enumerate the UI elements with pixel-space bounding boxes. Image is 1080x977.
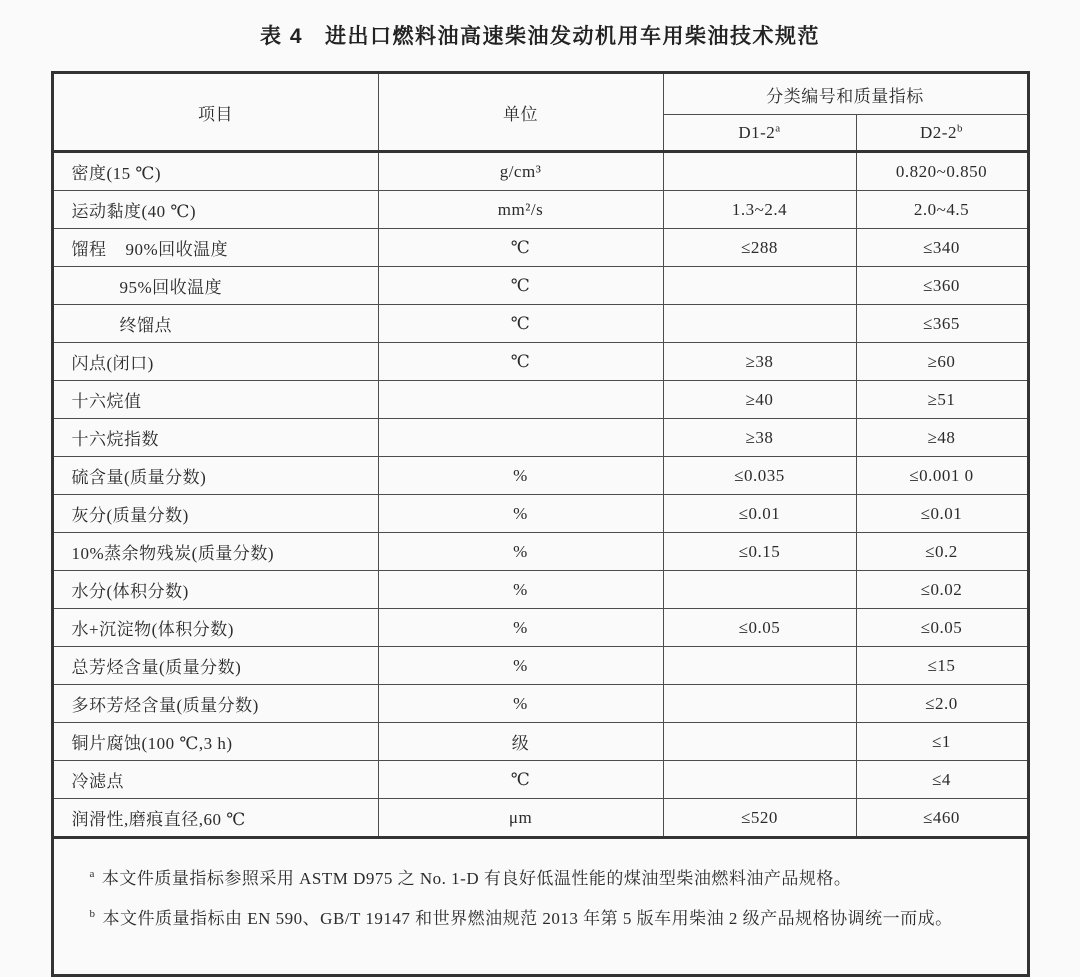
footnote-a	[90, 864, 1017, 889]
footnote-row	[52, 838, 1028, 976]
table-row	[52, 152, 1028, 191]
cell-unit: %	[378, 647, 663, 685]
table-row	[52, 799, 1028, 838]
table-row	[52, 381, 1028, 419]
cell-d2: ≥48	[856, 419, 1028, 457]
cell-item: 硫含量(质量分数)	[52, 457, 378, 495]
footnote-a-text: 本文件质量指标参照采用 ASTM D975 之 No. 1-D 有良好低温性能的煤油型柴油燃料油产品规格。	[101, 869, 852, 888]
cell-item: 10%蒸余物残炭(质量分数)	[52, 533, 378, 571]
cell-unit: 级	[378, 723, 663, 761]
table-row	[52, 571, 1028, 609]
cell-item: 十六烷指数	[52, 419, 378, 457]
column-header-d1-2	[663, 115, 856, 152]
column-header-d2-2-superscript: b	[956, 121, 963, 134]
cell-d1	[663, 761, 856, 799]
column-header-d2-2	[856, 115, 1028, 152]
table-row	[52, 457, 1028, 495]
spec-table-header	[52, 73, 1028, 152]
cell-unit: %	[378, 495, 663, 533]
cell-item: 馏程 90%回收温度	[52, 229, 378, 267]
table-row	[52, 191, 1028, 229]
cell-d2: 2.0~4.5	[856, 191, 1028, 229]
cell-item: 闪点(闭口)	[52, 343, 378, 381]
cell-item: 终馏点	[52, 305, 378, 343]
cell-item: 灰分(质量分数)	[52, 495, 378, 533]
table-row	[52, 647, 1028, 685]
cell-d1	[663, 152, 856, 191]
table-row	[52, 761, 1028, 799]
cell-unit: %	[378, 685, 663, 723]
cell-item: 总芳烃含量(质量分数)	[52, 647, 378, 685]
cell-d2: ≤0.02	[856, 571, 1028, 609]
cell-d2: 0.820~0.850	[856, 152, 1028, 191]
column-header-item: 项目	[52, 73, 378, 152]
footnote-b-text: 本文件质量指标由 EN 590、GB/T 19147 和世界燃油规范 2013 年第 5 版车用柴油 2 级产品规格协调统一而成。	[102, 909, 953, 928]
cell-unit: mm²/s	[378, 191, 663, 229]
table-row	[52, 723, 1028, 761]
column-header-d2-2-label: D2-2	[920, 122, 957, 142]
cell-unit	[378, 419, 663, 457]
cell-d2: ≥51	[856, 381, 1028, 419]
column-header-unit: 单位	[378, 73, 663, 152]
cell-unit: %	[378, 533, 663, 571]
cell-d1: ≥40	[663, 381, 856, 419]
table-row	[52, 267, 1028, 305]
spec-table	[51, 71, 1030, 977]
footnote-a-marker: a	[89, 868, 95, 881]
cell-item: 冷滤点	[52, 761, 378, 799]
cell-d2: ≤0.001 0	[856, 457, 1028, 495]
cell-unit: ℃	[378, 343, 663, 381]
cell-d2: ≤360	[856, 267, 1028, 305]
cell-unit: μm	[378, 799, 663, 838]
column-header-d1-2-superscript: a	[775, 121, 781, 134]
spec-table-body	[52, 152, 1028, 838]
cell-d2: ≤0.05	[856, 609, 1028, 647]
footnote-b-marker: b	[89, 908, 96, 921]
footnote-cell	[52, 838, 1028, 976]
cell-d1	[663, 685, 856, 723]
table-title: 表 4 进出口燃料油高速柴油发动机用车用柴油技术规范	[259, 25, 820, 48]
cell-item: 水分(体积分数)	[52, 571, 378, 609]
table-row	[52, 609, 1028, 647]
cell-d2: ≤1	[856, 723, 1028, 761]
footnote-b	[90, 904, 1017, 929]
cell-item: 水+沉淀物(体积分数)	[52, 609, 378, 647]
cell-unit: %	[378, 457, 663, 495]
cell-item: 润滑性,磨痕直径,60 ℃	[52, 799, 378, 838]
cell-unit: g/cm³	[378, 152, 663, 191]
cell-d1: ≤0.05	[663, 609, 856, 647]
cell-item: 铜片腐蚀(100 ℃,3 h)	[52, 723, 378, 761]
cell-item: 十六烷值	[52, 381, 378, 419]
table-row	[52, 419, 1028, 457]
cell-d2: ≤0.2	[856, 533, 1028, 571]
table-row	[52, 343, 1028, 381]
cell-d2: ≤0.01	[856, 495, 1028, 533]
cell-unit: ℃	[378, 761, 663, 799]
cell-unit: %	[378, 571, 663, 609]
cell-d1	[663, 571, 856, 609]
cell-d1	[663, 647, 856, 685]
cell-item: 运动黏度(40 ℃)	[52, 191, 378, 229]
column-header-group: 分类编号和质量指标	[663, 73, 1028, 115]
cell-d2: ≤460	[856, 799, 1028, 838]
cell-item: 密度(15 ℃)	[52, 152, 378, 191]
table-row	[52, 229, 1028, 267]
table-row	[52, 495, 1028, 533]
cell-d2: ≤365	[856, 305, 1028, 343]
cell-d1: ≤0.035	[663, 457, 856, 495]
cell-d1: ≤288	[663, 229, 856, 267]
cell-item: 95%回收温度	[52, 267, 378, 305]
cell-d2: ≥60	[856, 343, 1028, 381]
cell-d2: ≤15	[856, 647, 1028, 685]
spec-table-footnotes	[52, 838, 1028, 976]
cell-d1	[663, 267, 856, 305]
cell-d1: ≤0.01	[663, 495, 856, 533]
cell-item: 多环芳烃含量(质量分数)	[52, 685, 378, 723]
cell-d2: ≤340	[856, 229, 1028, 267]
cell-d1: ≤520	[663, 799, 856, 838]
cell-unit: %	[378, 609, 663, 647]
table-row	[52, 533, 1028, 571]
cell-unit: ℃	[378, 229, 663, 267]
column-header-d1-2-label: D1-2	[738, 122, 776, 142]
table-row	[52, 305, 1028, 343]
cell-unit	[378, 381, 663, 419]
cell-unit: ℃	[378, 267, 663, 305]
cell-d1: ≥38	[663, 343, 856, 381]
header-group-row	[52, 73, 1028, 115]
cell-unit: ℃	[378, 305, 663, 343]
cell-d2: ≤2.0	[856, 685, 1028, 723]
cell-d1	[663, 305, 856, 343]
cell-d1	[663, 723, 856, 761]
cell-d2: ≤4	[856, 761, 1028, 799]
cell-d1: 1.3~2.4	[663, 191, 856, 229]
cell-d1: ≤0.15	[663, 533, 856, 571]
cell-d1: ≥38	[663, 419, 856, 457]
table-row	[52, 685, 1028, 723]
